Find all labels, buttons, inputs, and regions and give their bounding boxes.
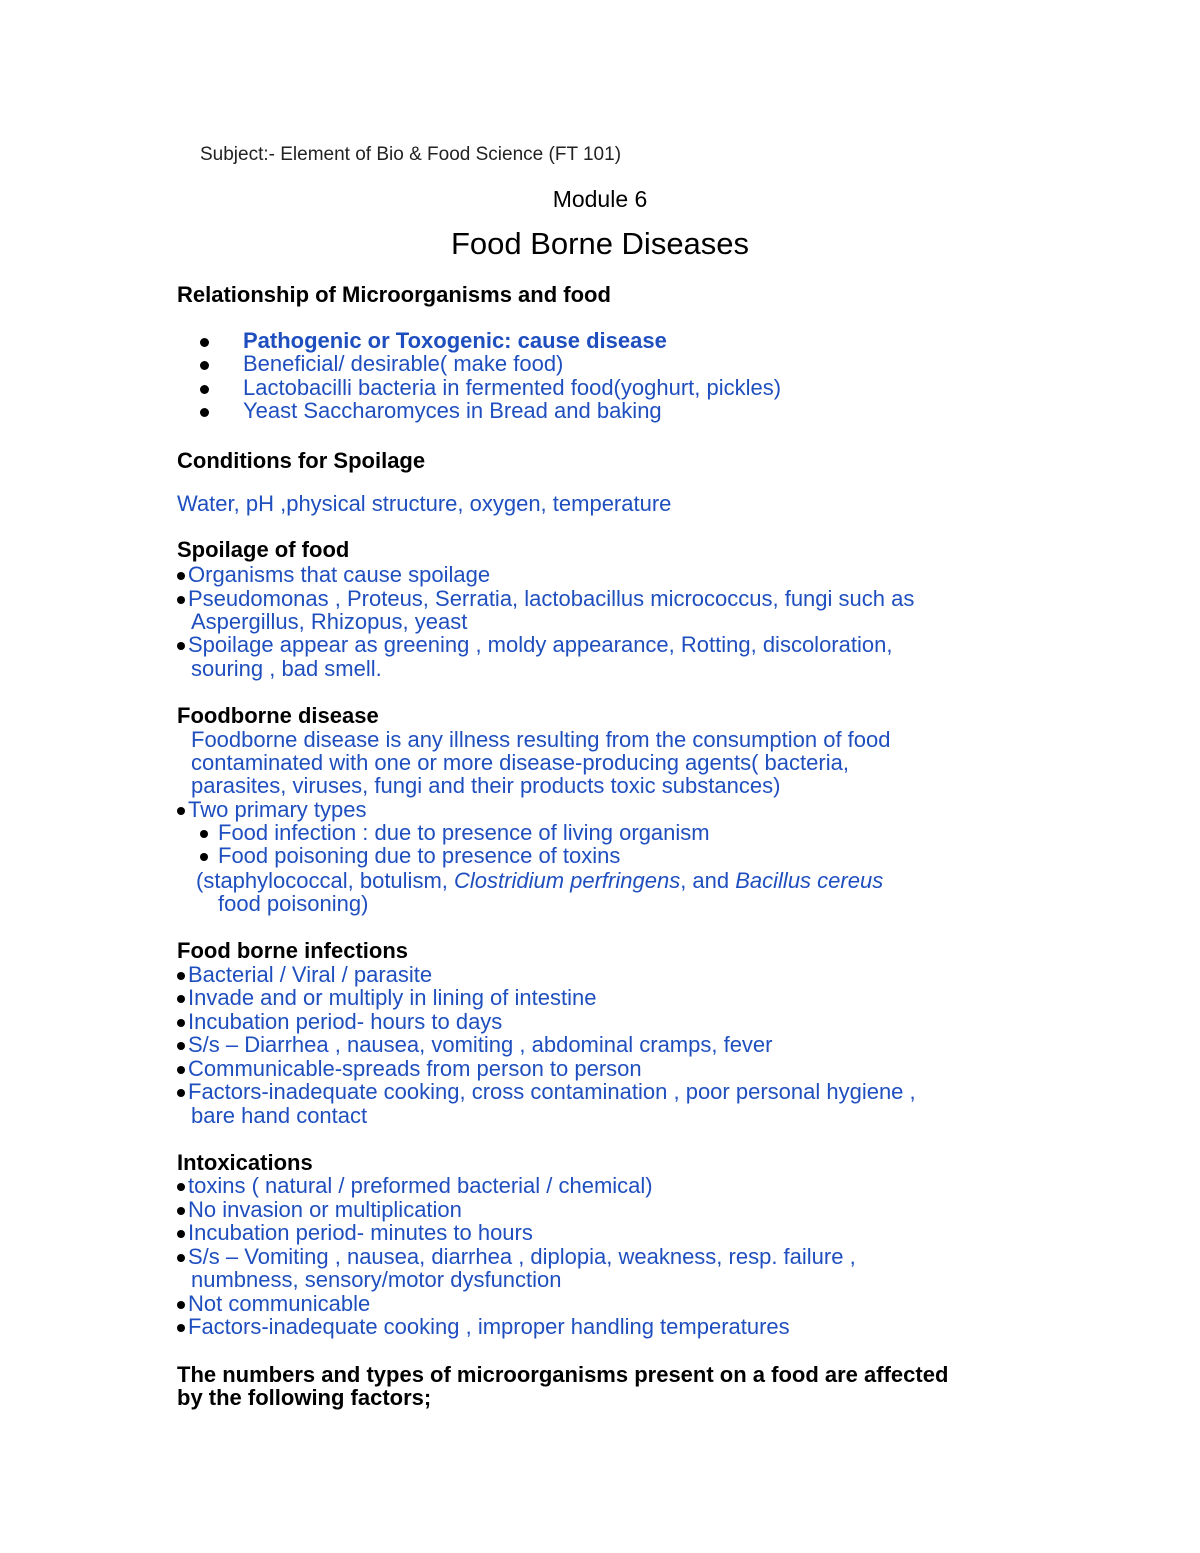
list-item-text: Lactobacilli bacteria in fermented food(yoghurt, pickles) [243,375,782,400]
bullet-icon [177,642,185,650]
spoilage-heading: Spoilage of food [177,537,350,562]
bullet-icon [177,1183,185,1191]
infection-item-4 [177,1032,773,1058]
closing-line-2: by the following factors; [177,1385,432,1410]
bullet-icon [177,1301,185,1309]
bullet-icon [177,1254,185,1262]
bullet-icon [177,995,185,1003]
list-item-text: Pathogenic or Toxogenic: cause disease [243,328,667,353]
intoxications-heading: Intoxications [177,1150,313,1175]
spoilage-item-1 [177,562,490,588]
infection-item-6 [177,1079,916,1105]
bullet-icon [177,1089,185,1097]
spoilage-item-2-cont: Aspergillus, Rhizopus, yeast [191,609,468,634]
conditions-heading: Conditions for Spoilage [177,448,426,473]
conditions-text: Water, pH ,physical structure, oxygen, temperature [177,491,672,516]
list-item-text: Yeast Saccharomyces in Bread and baking [243,398,662,423]
intox-item-1 [177,1173,653,1199]
module-label: Module 6 [552,186,648,212]
spoilage-item-3 [177,632,892,658]
list-item-text: toxins ( natural / preformed bacterial / chemical) [188,1173,653,1198]
bullet-icon [177,572,185,580]
subject-line: Subject:- Element of Bio & Food Science (FT 101) [200,144,622,165]
bullet-icon [200,361,209,370]
bullet-icon [177,1230,185,1238]
closing-line-1: The numbers and types of microorganisms present on a food are affected [177,1362,949,1387]
bullet-icon [177,807,185,815]
bullet-icon [200,853,208,861]
bullet-icon [200,408,209,417]
list-item-text: Organisms that cause spoilage [188,562,491,587]
bullet-icon [177,1042,185,1050]
list-item-text: Communicable-spreads from person to person [188,1056,642,1081]
list-item-text: S/s – Vomiting , nausea, diarrhea , diplopia, weakness, resp. failure , [188,1244,856,1269]
list-item-text: Factors-inadequate cooking , improper handling temperatures [188,1314,790,1339]
organism-name: Clostridium perfringens [454,868,681,893]
list-item-text: Not communicable [188,1291,371,1316]
spoilage-item-3-cont: souring , bad smell. [191,656,382,681]
intox-item-4-cont: numbness, sensory/motor dysfunction [191,1267,562,1292]
foodborne-definition-line-1: Foodborne disease is any illness resulting from the consumption of food [191,727,891,752]
relationship-item-4 [200,398,662,424]
bullet-icon [177,596,185,604]
bullet-icon [177,1066,185,1074]
type-item-2 [200,843,620,869]
relationship-heading: Relationship of Microorganisms and food [177,282,611,307]
list-item-text: Bacterial / Viral / parasite [188,962,433,987]
bullet-icon [177,972,185,980]
bullet-icon [200,830,208,838]
list-item-text: Pseudomonas , Proteus, Serratia, lactobacillus micrococcus, fungi such as [188,586,915,611]
intox-item-6 [177,1314,790,1340]
relationship-item-2 [200,351,563,377]
examples-line-cont: food poisoning) [218,891,369,916]
bullet-icon [200,385,209,394]
organism-name: Bacillus cereus [735,868,884,893]
intox-item-3 [177,1220,533,1246]
bullet-icon [177,1324,185,1332]
list-item-text: Invade and or multiply in lining of intestine [188,985,597,1010]
bullet-icon [200,338,209,347]
list-item-text: No invasion or multiplication [188,1197,462,1222]
list-item-text: Beneficial/ desirable( make food) [243,351,564,376]
list-item-text: Two primary types [188,797,367,822]
foodborne-definition-line-2: contaminated with one or more disease-producing agents( bacteria, [191,750,849,775]
list-item-text: Spoilage appear as greening , moldy appearance, Rotting, discoloration, [188,632,893,657]
list-item-text: Incubation period- hours to days [188,1009,503,1034]
infections-heading: Food borne infections [177,938,408,963]
examples-line: (staphylococcal, botulism, Clostridium perfringens, and Bacillus cereus [196,868,884,893]
page-title: Food Borne Diseases [450,226,750,261]
list-item-text: Food poisoning due to presence of toxins [218,843,621,868]
list-item-text: S/s – Diarrhea , nausea, vomiting , abdominal cramps, fever [188,1032,773,1057]
bullet-icon [177,1207,185,1215]
list-item-text: Incubation period- minutes to hours [188,1220,533,1245]
infection-item-6-cont: bare hand contact [191,1103,368,1128]
foodborne-definition-line-3: parasites, viruses, fungi and their products toxic substances) [191,773,781,798]
bullet-icon [177,1019,185,1027]
foodborne-heading: Foodborne disease [177,703,379,728]
infection-item-2 [177,985,596,1011]
list-item-text: Factors-inadequate cooking, cross contamination , poor personal hygiene , [188,1079,916,1104]
list-item-text: Food infection : due to presence of living organism [218,820,710,845]
